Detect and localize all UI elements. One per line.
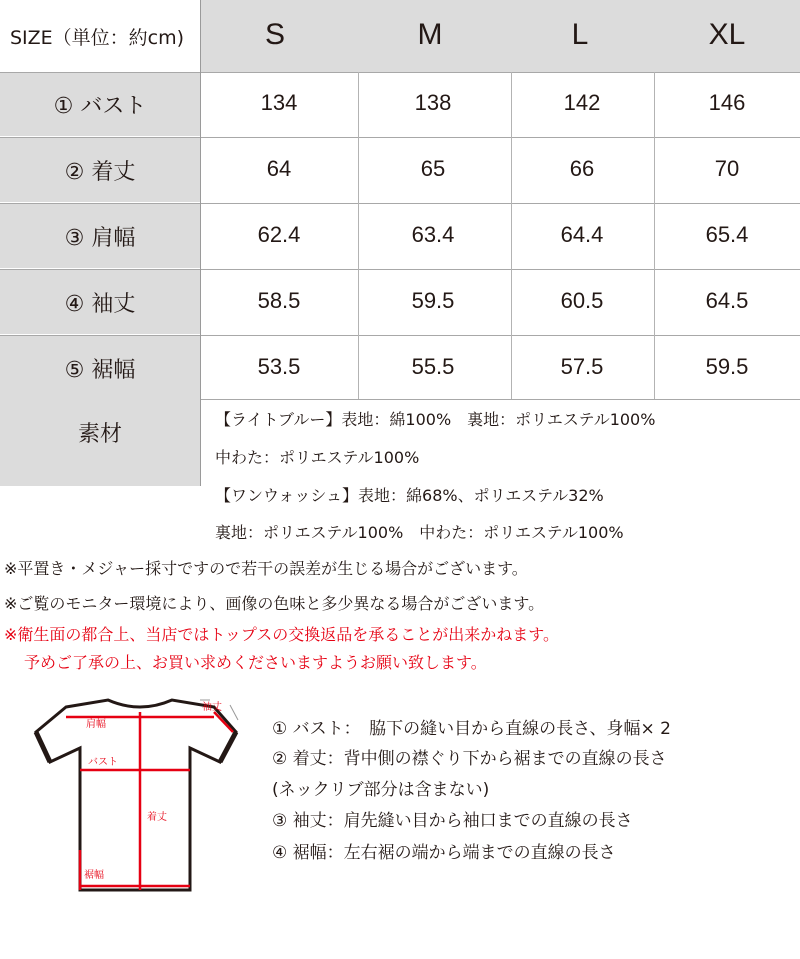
material-line: 【ライトブルー】表地：綿100% 裏地：ポリエステル100%	[215, 410, 656, 429]
sleeve-cuff-right	[220, 732, 236, 762]
cell-value: 70	[714, 156, 740, 181]
tshirt-outline-svg	[30, 690, 250, 900]
cell-value: 142	[563, 90, 601, 115]
divider	[0, 137, 800, 138]
cell-value: 59.5	[411, 288, 455, 313]
material-label: 素材	[0, 399, 200, 486]
divider	[0, 72, 800, 73]
cell-value: 65	[420, 156, 446, 181]
bust-label: バスト	[88, 757, 118, 768]
row-label: ① バスト	[0, 72, 200, 136]
guide-line	[230, 705, 238, 720]
size-m-header: M	[417, 18, 443, 51]
cell-value: 62.4	[257, 222, 301, 247]
cell-value: 138	[414, 90, 452, 115]
size-s-header: S	[264, 18, 285, 51]
cell-value: 146	[708, 90, 746, 115]
hem-label: 裾幅	[84, 870, 104, 881]
table-row-sleeve	[0, 270, 800, 334]
divider	[0, 203, 800, 204]
note-no-returns: ※衛生面の都合上、当店ではトップスの交換返品を承ることが出来かねます。	[4, 625, 560, 644]
description-length-note: (ネックリブ部分は含まない)	[272, 780, 490, 800]
cell-value: 66	[569, 156, 595, 181]
cell-value: 57.5	[560, 354, 604, 379]
divider	[0, 269, 800, 270]
table-row-shoulder	[0, 204, 800, 268]
row-label: ② 着丈	[0, 138, 200, 202]
cell-value: 59.5	[705, 354, 749, 379]
note-measurement: ※平置き・メジャー採寸ですので若干の誤差が生じる場合がございます。	[4, 559, 528, 578]
material-line: 裏地：ポリエステル100% 中わた：ポリエステル100%	[215, 523, 624, 542]
divider	[358, 72, 359, 399]
table-row-hem	[0, 336, 800, 400]
sleeve-label: 袖丈	[202, 702, 222, 713]
description-sleeve: ③ 袖丈：肩先縫い目から袖口までの直線の長さ	[272, 811, 633, 831]
material-line: 【ワンウォッシュ】表地：綿68%、ポリエステル32%	[215, 486, 604, 505]
cell-value: 64.5	[705, 288, 749, 313]
cell-value: 58.5	[257, 288, 301, 313]
length-label: 着丈	[147, 812, 167, 823]
note-apology: 予めご了承の上、お買い求めくださいますようお願い致します。	[24, 653, 487, 672]
cell-value: 53.5	[257, 354, 301, 379]
material-line: 中わた：ポリエステル100%	[215, 448, 420, 467]
shoulder-label: 肩幅	[86, 719, 106, 730]
divider	[511, 72, 512, 399]
description-hem: ④ 裾幅：左右裾の端から端までの直線の長さ	[272, 843, 616, 863]
tshirt-shape	[36, 700, 236, 890]
header-sizes	[200, 0, 800, 72]
size-l-header: L	[571, 18, 589, 51]
cell-value: 63.4	[411, 222, 455, 247]
table-row-bust	[0, 72, 800, 136]
table-row-length	[0, 138, 800, 202]
cell-value: 64.4	[560, 222, 604, 247]
sleeve-cuff-left	[36, 732, 50, 762]
header-unit-label: SIZE（単位：約cm)	[0, 0, 200, 72]
note-monitor: ※ご覧のモニター環境により、画像の色味と多少異なる場合がございます。	[4, 594, 545, 613]
divider	[654, 72, 655, 399]
sleeve-measure-line	[214, 712, 233, 732]
row-label: ④ 袖丈	[0, 270, 200, 334]
divider	[0, 335, 800, 336]
row-label: ⑤ 裾幅	[0, 336, 200, 400]
tshirt-diagram	[30, 690, 250, 900]
size-xl-header: XL	[708, 18, 746, 51]
cell-value: 64	[266, 156, 292, 181]
description-bust: ① バスト： 脇下の縫い目から直線の長さ、身幅× 2	[272, 719, 671, 739]
row-label: ③ 肩幅	[0, 204, 200, 268]
description-length: ② 着丈：背中側の襟ぐり下から裾までの直線の長さ	[272, 749, 667, 769]
cell-value: 134	[260, 90, 298, 115]
cell-value: 65.4	[705, 222, 749, 247]
cell-value: 60.5	[560, 288, 604, 313]
divider	[200, 0, 201, 486]
cell-value: 55.5	[411, 354, 455, 379]
